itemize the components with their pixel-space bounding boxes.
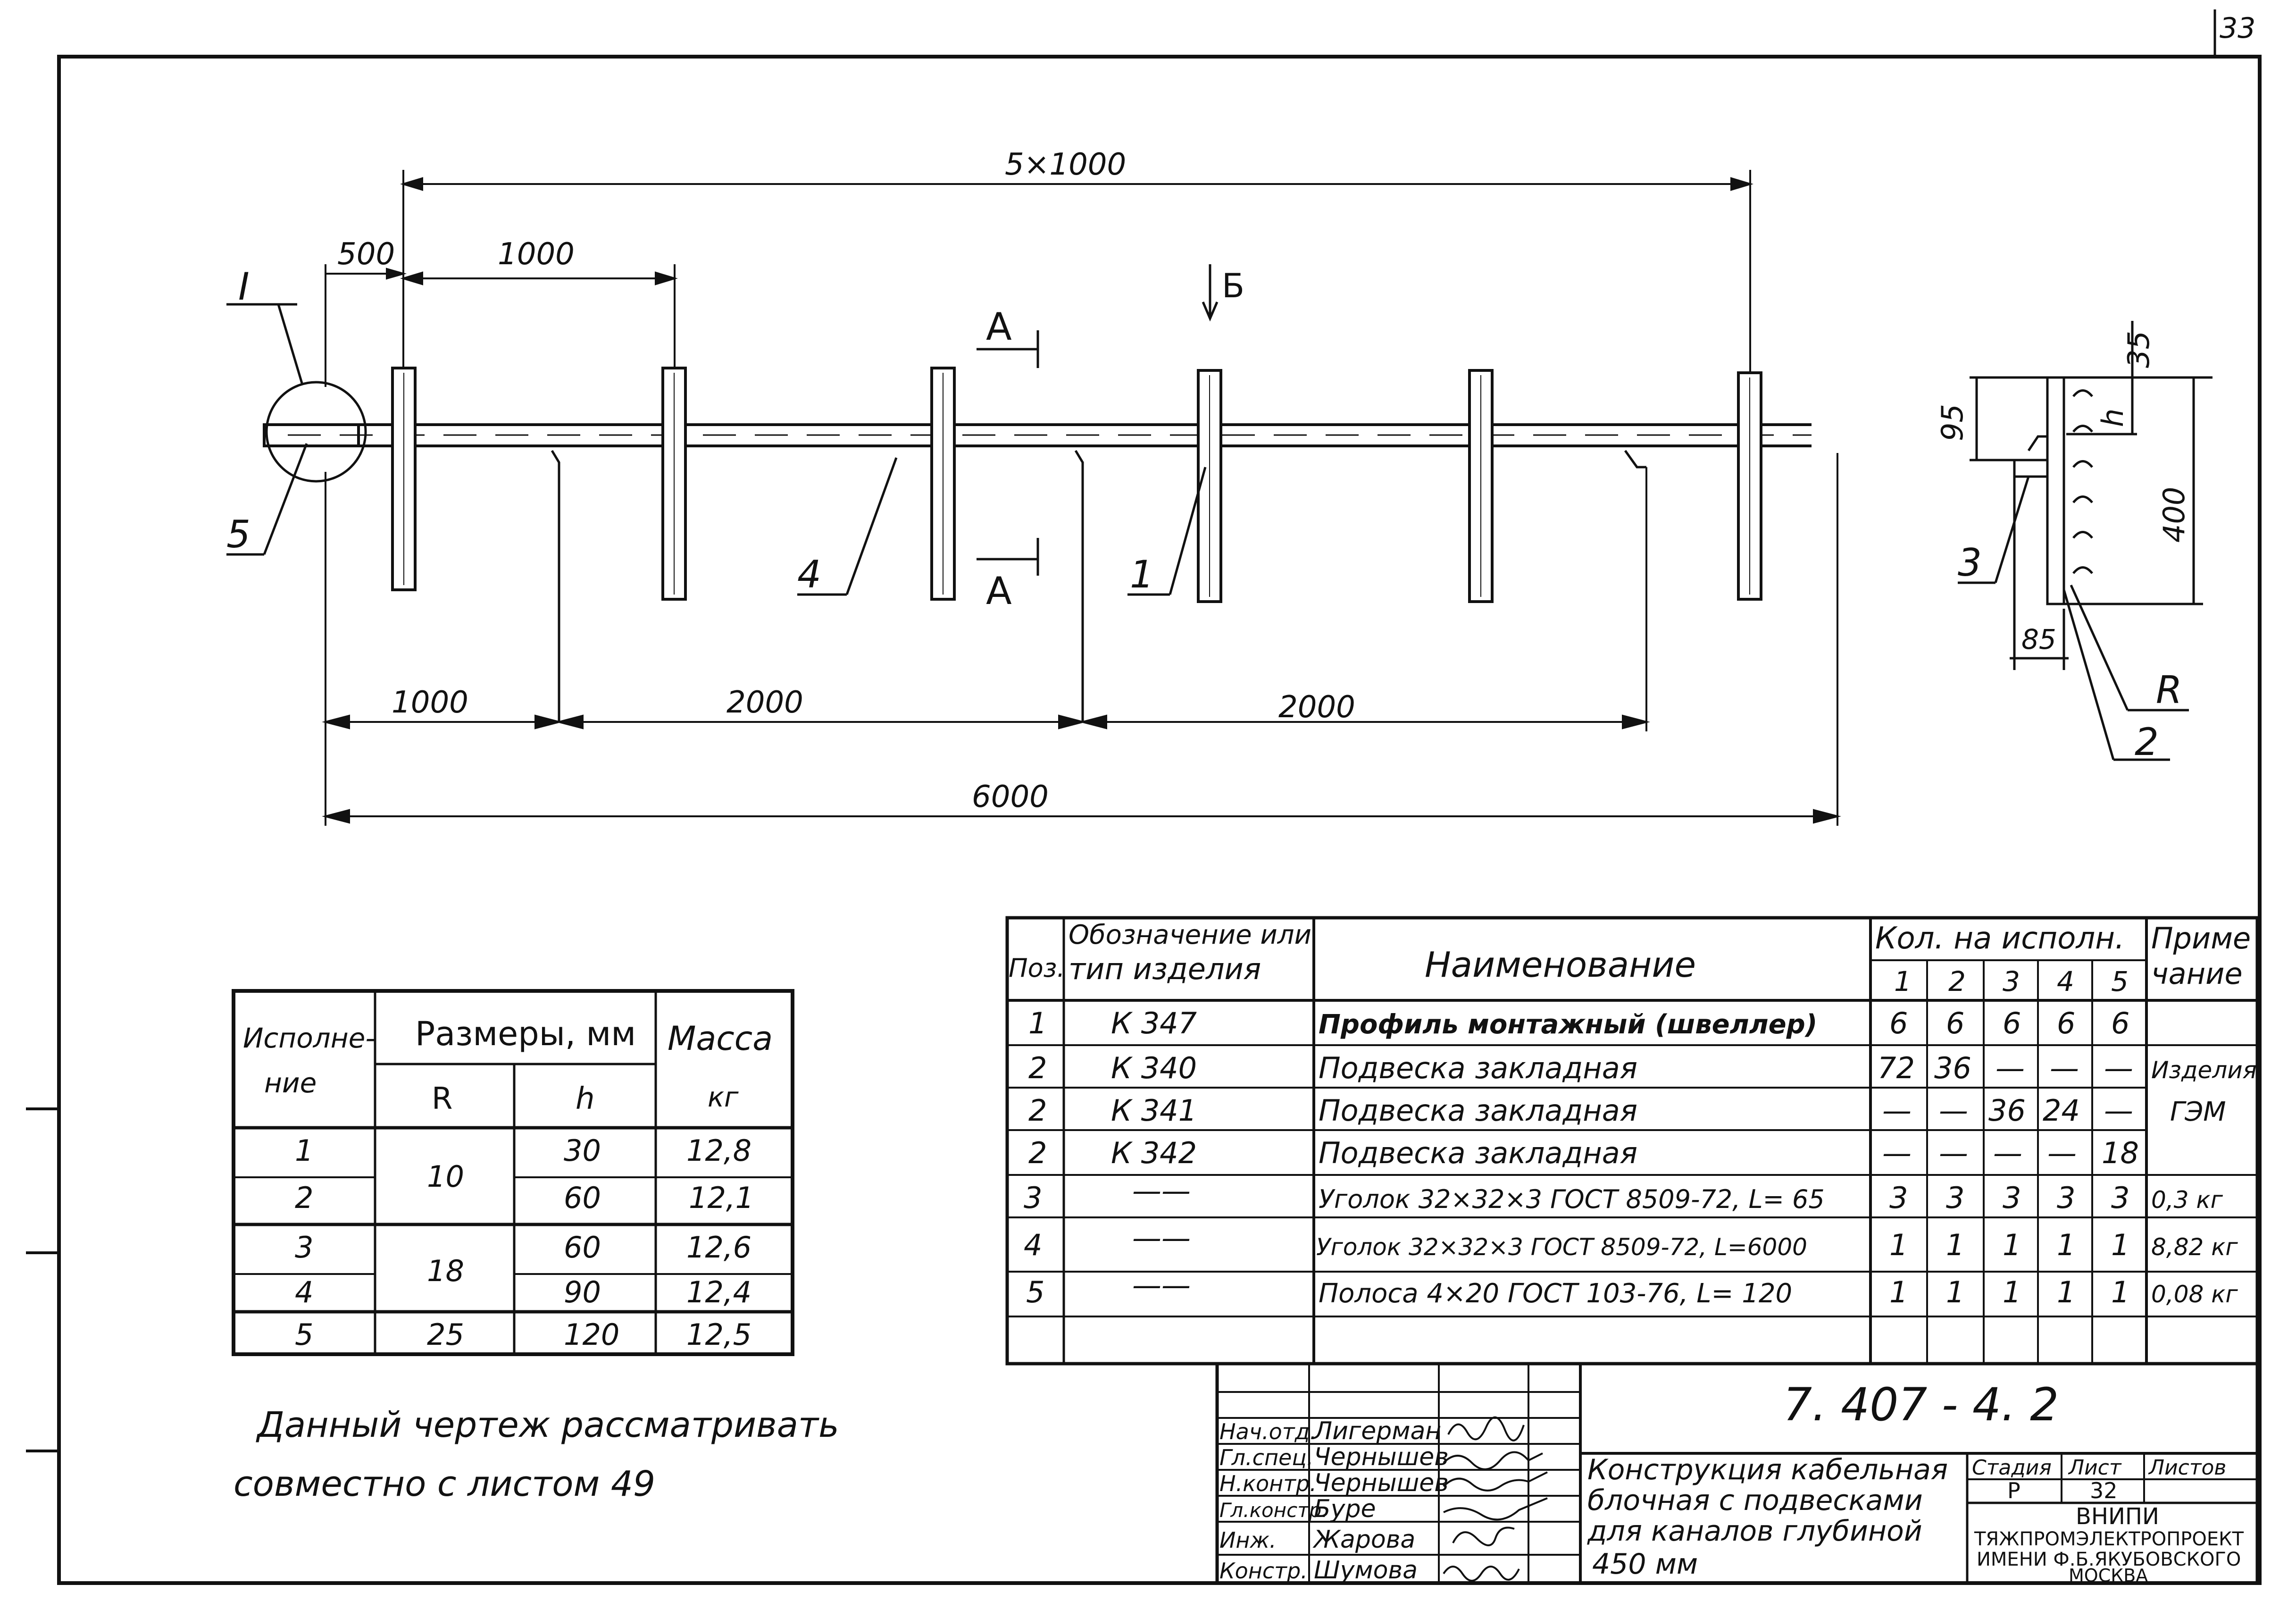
spec-row-q: 1 — [1946, 1228, 1965, 1262]
spec-row-designation: К 340 — [1111, 1051, 1197, 1085]
signer-name: Лигерман — [1314, 1417, 1442, 1445]
stage-label: Стадия — [1972, 1456, 2052, 1480]
spec-qty-col: 4 — [2057, 965, 2074, 998]
spec-row-note: 8,82 кг — [2151, 1233, 2238, 1261]
sizes-row-h: 30 — [564, 1133, 601, 1168]
spec-row-q: 1 — [2111, 1228, 2130, 1262]
sizes-row-h: 60 — [564, 1230, 601, 1265]
dim-2000-b: 2000 — [1278, 690, 1355, 725]
spec-row-pos: 4 — [1024, 1228, 1043, 1262]
spec-row-designation: К 341 — [1111, 1093, 1197, 1128]
spec-row-name: Профиль монтажный (швеллер) — [1319, 1009, 1818, 1040]
dim-95: 95 — [1935, 404, 1970, 441]
spec-row-note: 0,3 кг — [2151, 1186, 2223, 1214]
signer-role: Нач.отд. — [1219, 1419, 1317, 1444]
spec-row-q: 3 — [2057, 1181, 2076, 1215]
spec-rows — [1024, 1006, 2257, 1309]
signer-name: Чернышев — [1314, 1443, 1449, 1471]
sheet-value: 32 — [2090, 1478, 2118, 1503]
sizes-row-mass: 12,8 — [686, 1133, 752, 1168]
pos5-label: 5 — [226, 512, 250, 556]
note-line-2: совместно с листом 49 — [234, 1464, 656, 1504]
signer-role: Гл.спец. — [1219, 1445, 1314, 1470]
sizes-header-execution: Исполне-ние — [243, 1022, 376, 1099]
spec-header-note-2: чание — [2151, 956, 2243, 991]
sizes-row-r: 25 — [427, 1317, 464, 1352]
sizes-header-r: R — [432, 1081, 453, 1116]
signer-name: Буре — [1314, 1495, 1376, 1523]
section-a-bottom: A — [986, 569, 1012, 613]
spec-row-q: — — [1882, 1136, 1912, 1170]
spec-row-q: 3 — [1946, 1181, 1965, 1215]
spec-row-q: — — [1995, 1051, 2025, 1085]
spec-row-name: Подвеска закладная — [1319, 1136, 1638, 1170]
spec-row-q: 3 — [2003, 1181, 2021, 1215]
spec-row-designation: —— — [1132, 1268, 1191, 1302]
spec-row-q: — — [2104, 1051, 2133, 1085]
spec-row-name: Подвеска закладная — [1319, 1093, 1638, 1128]
spec-qty-col: 3 — [2003, 965, 2020, 998]
spec-row-q: 6 — [2003, 1006, 2021, 1040]
dim-500: 500 — [337, 237, 395, 272]
spec-row-q: — — [1939, 1136, 1968, 1170]
channel-verticals — [392, 368, 1761, 602]
signer-role: Констр. — [1219, 1558, 1308, 1584]
pos4-label: 4 — [797, 553, 821, 596]
spec-row-pos: 2 — [1028, 1093, 1047, 1128]
signers — [1219, 1417, 1449, 1584]
dim-1000-bottom: 1000 — [392, 685, 468, 720]
spec-row-q: 1 — [2003, 1275, 2021, 1309]
sizes-row-mass: 12,4 — [686, 1275, 752, 1309]
dim-85: 85 — [2021, 623, 2056, 655]
signer-name: Шумова — [1314, 1556, 1418, 1584]
organization — [1974, 1503, 2244, 1586]
spec-row-q: 3 — [2111, 1181, 2130, 1215]
spec-row-q: 1 — [2111, 1275, 2130, 1309]
spec-header-qty: Кол. на исполн. — [1875, 921, 2125, 956]
drawing-code: 7. 407 - 4. 2 — [1783, 1378, 2059, 1431]
spec-row-pos: 2 — [1028, 1051, 1047, 1085]
sizes-header-sizes: Размеры, мм — [415, 1014, 636, 1053]
dim-400: 400 — [2157, 486, 2191, 543]
title-line: для каналов глубиной — [1587, 1515, 1922, 1548]
spec-header-designation-1: Обозначение или — [1069, 920, 1311, 950]
spec-row-pos: 5 — [1026, 1275, 1045, 1309]
spec-row-q: 3 — [1889, 1181, 1908, 1215]
elevation-view — [226, 147, 1837, 826]
sizes-row-r: 10 — [427, 1159, 464, 1194]
spec-row-q: 18 — [2102, 1136, 2139, 1170]
dim-2000-a: 2000 — [726, 685, 803, 720]
pos1-label: 1 — [1130, 553, 1154, 596]
spec-row-q: 6 — [2057, 1006, 2076, 1040]
pos3-label: 3 — [1958, 541, 1982, 585]
detail-label: I — [238, 265, 250, 309]
org-line: ТЯЖПРОМЭЛЕКТРОПРОЕКТ — [1974, 1528, 2244, 1550]
spec-row-q: 36 — [1934, 1051, 1971, 1085]
spec-qty-col: 1 — [1894, 965, 1912, 998]
spec-row-q: — — [1993, 1136, 2022, 1170]
signer-name: Жарова — [1314, 1526, 1416, 1554]
dim-5x1000: 5×1000 — [1005, 147, 1127, 182]
org-line: ВНИПИ — [2076, 1503, 2159, 1530]
channel-hatching — [404, 373, 1750, 597]
spec-row-pos: 1 — [1028, 1006, 1047, 1040]
sizes-row-h: 60 — [564, 1181, 601, 1215]
spec-row-q: 36 — [1988, 1093, 2026, 1128]
section-a-top: A — [986, 305, 1012, 349]
spec-row-q: 6 — [2111, 1006, 2130, 1040]
sizes-row-r: 18 — [427, 1254, 464, 1288]
sizes-row-no: 2 — [295, 1181, 314, 1215]
spec-row-q: 1 — [2003, 1228, 2021, 1262]
spec-row-designation: —— — [1132, 1221, 1191, 1255]
sheet-corner-number: 33 — [2220, 12, 2256, 45]
sizes-row-mass: 12,1 — [689, 1181, 754, 1215]
spec-row-designation: —— — [1132, 1174, 1191, 1208]
spec-row-q: 6 — [1946, 1006, 1965, 1040]
spec-row-note: Изделия — [2151, 1056, 2257, 1084]
side-ticks — [26, 1109, 59, 1451]
spec-row-name: Уголок 32×32×3 ГОСТ 8509-72, L= 65 — [1319, 1184, 1825, 1214]
spec-row-designation: К 342 — [1111, 1136, 1197, 1170]
spec-row-name: Полоса 4×20 ГОСТ 103-76, L= 120 — [1319, 1278, 1793, 1309]
sizes-row-mass: 12,5 — [686, 1317, 752, 1352]
spec-header-pos: Поз. — [1009, 953, 1065, 983]
view-b-label: Б — [1222, 267, 1245, 305]
sizes-header-h: h — [576, 1081, 595, 1116]
spec-row-name: Подвеска закладная — [1319, 1051, 1638, 1085]
spec-qty-col: 2 — [1948, 965, 1966, 998]
spec-qty-col: 5 — [2111, 965, 2129, 998]
sizes-header-kg: кг — [708, 1081, 739, 1113]
stage-value: Р — [2007, 1478, 2020, 1503]
title-line: блочная с подвесками — [1587, 1484, 1923, 1517]
spec-row-q: 24 — [2043, 1093, 2080, 1128]
dim-6000: 6000 — [972, 780, 1049, 814]
signer-role: Н.контр. — [1219, 1471, 1317, 1496]
section-marks — [977, 264, 1217, 576]
sizes-row-no: 3 — [295, 1230, 314, 1265]
spec-qty-headers — [1894, 965, 2129, 998]
signer-role: Гл.констр. — [1219, 1499, 1328, 1522]
dim-1000-top: 1000 — [498, 237, 575, 272]
org-line: МОСКВА — [2069, 1565, 2148, 1586]
spec-row-q: — — [2104, 1093, 2133, 1128]
title-lines — [1587, 1453, 1948, 1581]
title-line: Конструкция кабельная — [1587, 1453, 1948, 1486]
angle-profile — [264, 425, 1812, 446]
signer-name: Чернышев — [1314, 1469, 1449, 1497]
spec-row-q: 1 — [1889, 1228, 1908, 1262]
spec-row-pos: 2 — [1028, 1136, 1047, 1170]
spec-row-q: 1 — [2057, 1228, 2076, 1262]
sheet-label: Лист — [2069, 1456, 2121, 1480]
spec-row-q: 1 — [1889, 1275, 1908, 1309]
r-label: R — [2156, 668, 2182, 712]
sizes-row-h: 120 — [564, 1317, 620, 1352]
spec-row-q: 1 — [2057, 1275, 2076, 1309]
spec-row-q: 6 — [1889, 1006, 1908, 1040]
sizes-row-mass: 12,6 — [686, 1230, 752, 1265]
signer-role: Инж. — [1219, 1527, 1277, 1553]
h-mark: h — [2096, 408, 2130, 427]
detail-circle — [267, 382, 366, 481]
spec-header-name: Наименование — [1425, 945, 1696, 985]
spec-header-note-1: Приме — [2151, 921, 2251, 956]
spec-row-q: — — [2047, 1136, 2077, 1170]
title-line: 450 мм — [1592, 1548, 1698, 1581]
spec-row-q: — — [2050, 1051, 2079, 1085]
sizes-row-h: 90 — [564, 1275, 601, 1309]
spec-row-pos: 3 — [1024, 1181, 1043, 1215]
sizes-rows — [295, 1133, 754, 1352]
spec-row-designation: К 347 — [1111, 1006, 1197, 1040]
spec-row-name: Уголок 32×32×3 ГОСТ 8509-72, L=6000 — [1316, 1233, 1807, 1261]
spec-row-q: 72 — [1878, 1051, 1915, 1085]
pos2-label: 2 — [2135, 720, 2159, 764]
sheets-label: Листов — [2149, 1456, 2227, 1480]
sizes-row-no: 4 — [295, 1275, 314, 1309]
spec-row-note: ГЭМ — [2170, 1097, 2226, 1127]
spec-row-q: — — [1882, 1093, 1912, 1128]
spec-row-note: 0,08 кг — [2151, 1281, 2238, 1308]
sizes-row-no: 1 — [295, 1133, 314, 1168]
spec-row-q: 1 — [1946, 1275, 1965, 1309]
note-line-1: Данный чертеж рассматривать — [257, 1405, 839, 1445]
org-line: ИМЕНИ Ф.Б.ЯКУБОВСКОГО — [1977, 1549, 2241, 1570]
sizes-header-mass: Масса — [668, 1019, 773, 1058]
spec-header-designation-2: тип изделия — [1069, 952, 1261, 986]
signature-scribbles — [1444, 1417, 1547, 1581]
spec-row-q: — — [1939, 1093, 1968, 1128]
sizes-row-no: 5 — [295, 1317, 314, 1352]
dim-35: 35 — [2121, 331, 2156, 368]
